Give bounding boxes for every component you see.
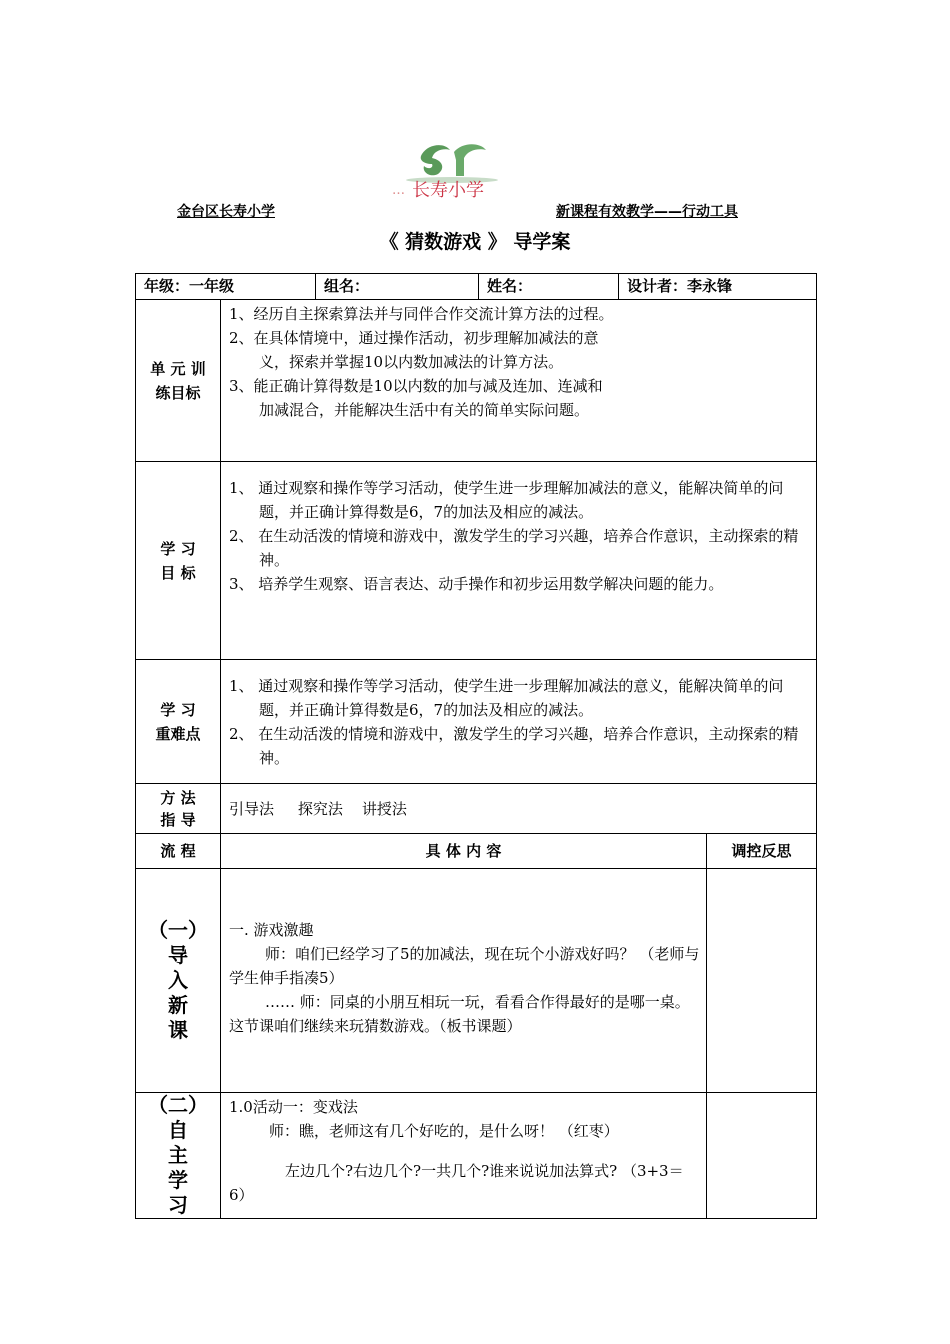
designer-cell: 设计者：李永锋 [619, 274, 817, 300]
section-2-para-1: 师：瞧，老师这有几个好吃的，是什么呀！ （红枣） [269, 1122, 619, 1140]
svg-text:…: … [392, 183, 405, 198]
learning-goal-2: 2、 在生动活泼的情境和游戏中，激发学生的学习兴趣，培养合作意识，主动探索的精神。 [229, 527, 799, 569]
name-cell: 姓名： [479, 274, 619, 300]
section-1-row [136, 869, 817, 1093]
grade-cell: 年级：一年级 [136, 274, 316, 300]
learning-goals-row [136, 462, 817, 660]
school-name: 金台区长寿小学 [177, 204, 275, 220]
section-2-reflection [707, 1093, 817, 1219]
key-points-content [221, 660, 817, 784]
logo-calligraphy: 长寿小学 [412, 180, 484, 200]
process-header-row [136, 834, 817, 869]
process-header-reflection: 调控反思 [707, 834, 817, 869]
unit-goal-1: 1、经历自主探索算法并与同伴合作交流计算方法的过程。 [229, 305, 614, 323]
key-points-row [136, 660, 817, 784]
section-1-para-1: 师：咱们已经学习了5的加减法，现在玩个小游戏好吗？ （老师与学生伸手指凑5） [229, 944, 700, 987]
unit-goal-3: 3、能正确计算得数是10以内数的加与减及连加、连减和 [229, 377, 603, 395]
learning-goal-1: 1、 通过观察和操作等学习活动，使学生进一步理解加减法的意义，能解决简单的问题，并正确计算得数是6，7的加法及相应的减法。 [229, 479, 784, 521]
group-cell: 组名： [316, 274, 479, 300]
method-row [136, 784, 817, 834]
process-header-flow: 流 程 [136, 834, 221, 869]
section-1-para-2: …… 师：同桌的小朋互相玩一玩，看看合作得最好的是哪一桌。 这节课咱们继续来玩猜数游戏。（板书课题） [229, 992, 690, 1035]
tool-name: 新课程有效教学——行动工具 [556, 204, 738, 220]
unit-goals-label: 单 元 训 练目标 [136, 300, 221, 462]
section-1-heading: 一. 游戏激趣 [229, 920, 314, 939]
lesson-plan-table [135, 273, 817, 1219]
unit-goal-2b: 义，探索并掌握10以内数加减法的计算方法。 [259, 353, 564, 371]
learning-goals-label: 学 习 目 标 [136, 462, 221, 660]
section-2-row [136, 1093, 817, 1219]
unit-goals-row [136, 300, 817, 462]
method-content: 引导法 探究法 讲授法 [221, 784, 817, 834]
key-point-2: 2、 在生动活泼的情境和游戏中，激发学生的学习兴趣，培养合作意识，主动探索的精神。 [229, 725, 799, 767]
section-2-content [221, 1093, 707, 1219]
unit-goals-content [221, 300, 817, 462]
unit-goal-2: 2、在具体情境中，通过操作活动，初步理解加减法的意 [229, 329, 599, 347]
section-1-label: （一） 导 入 新 课 [136, 869, 221, 1093]
section-2-label: （二） 自 主 学 习 [136, 1093, 221, 1219]
learning-goal-3: 3、 培养学生观察、语言表达、动手操作和初步运用数学解决问题的能力。 [229, 575, 724, 593]
section-2-heading: 1.0活动一：变戏法 [229, 1098, 358, 1116]
key-points-label: 学 习 重难点 [136, 660, 221, 784]
section-1-content [221, 869, 707, 1093]
learning-goals-content [221, 462, 817, 660]
process-header-content: 具 体 内 容 [221, 834, 707, 869]
unit-goal-3b: 加减混合，并能解决生活中有关的简单实际问题。 [259, 401, 590, 419]
method-label: 方 法 指 导 [136, 784, 221, 834]
school-logo [384, 136, 520, 200]
key-point-1: 1、 通过观察和操作等学习活动，使学生进一步理解加减法的意义，能解决简单的问题，并正确计算得数是6，7的加法及相应的减法。 [229, 677, 784, 719]
info-row [136, 274, 817, 300]
section-2-para-2: 左边几个?右边几个?一共几个?谁来说说加法算式? （3+3＝6） [229, 1162, 684, 1204]
section-1-reflection [707, 869, 817, 1093]
page-title: 《 猜数游戏 》 导学案 [379, 231, 571, 253]
